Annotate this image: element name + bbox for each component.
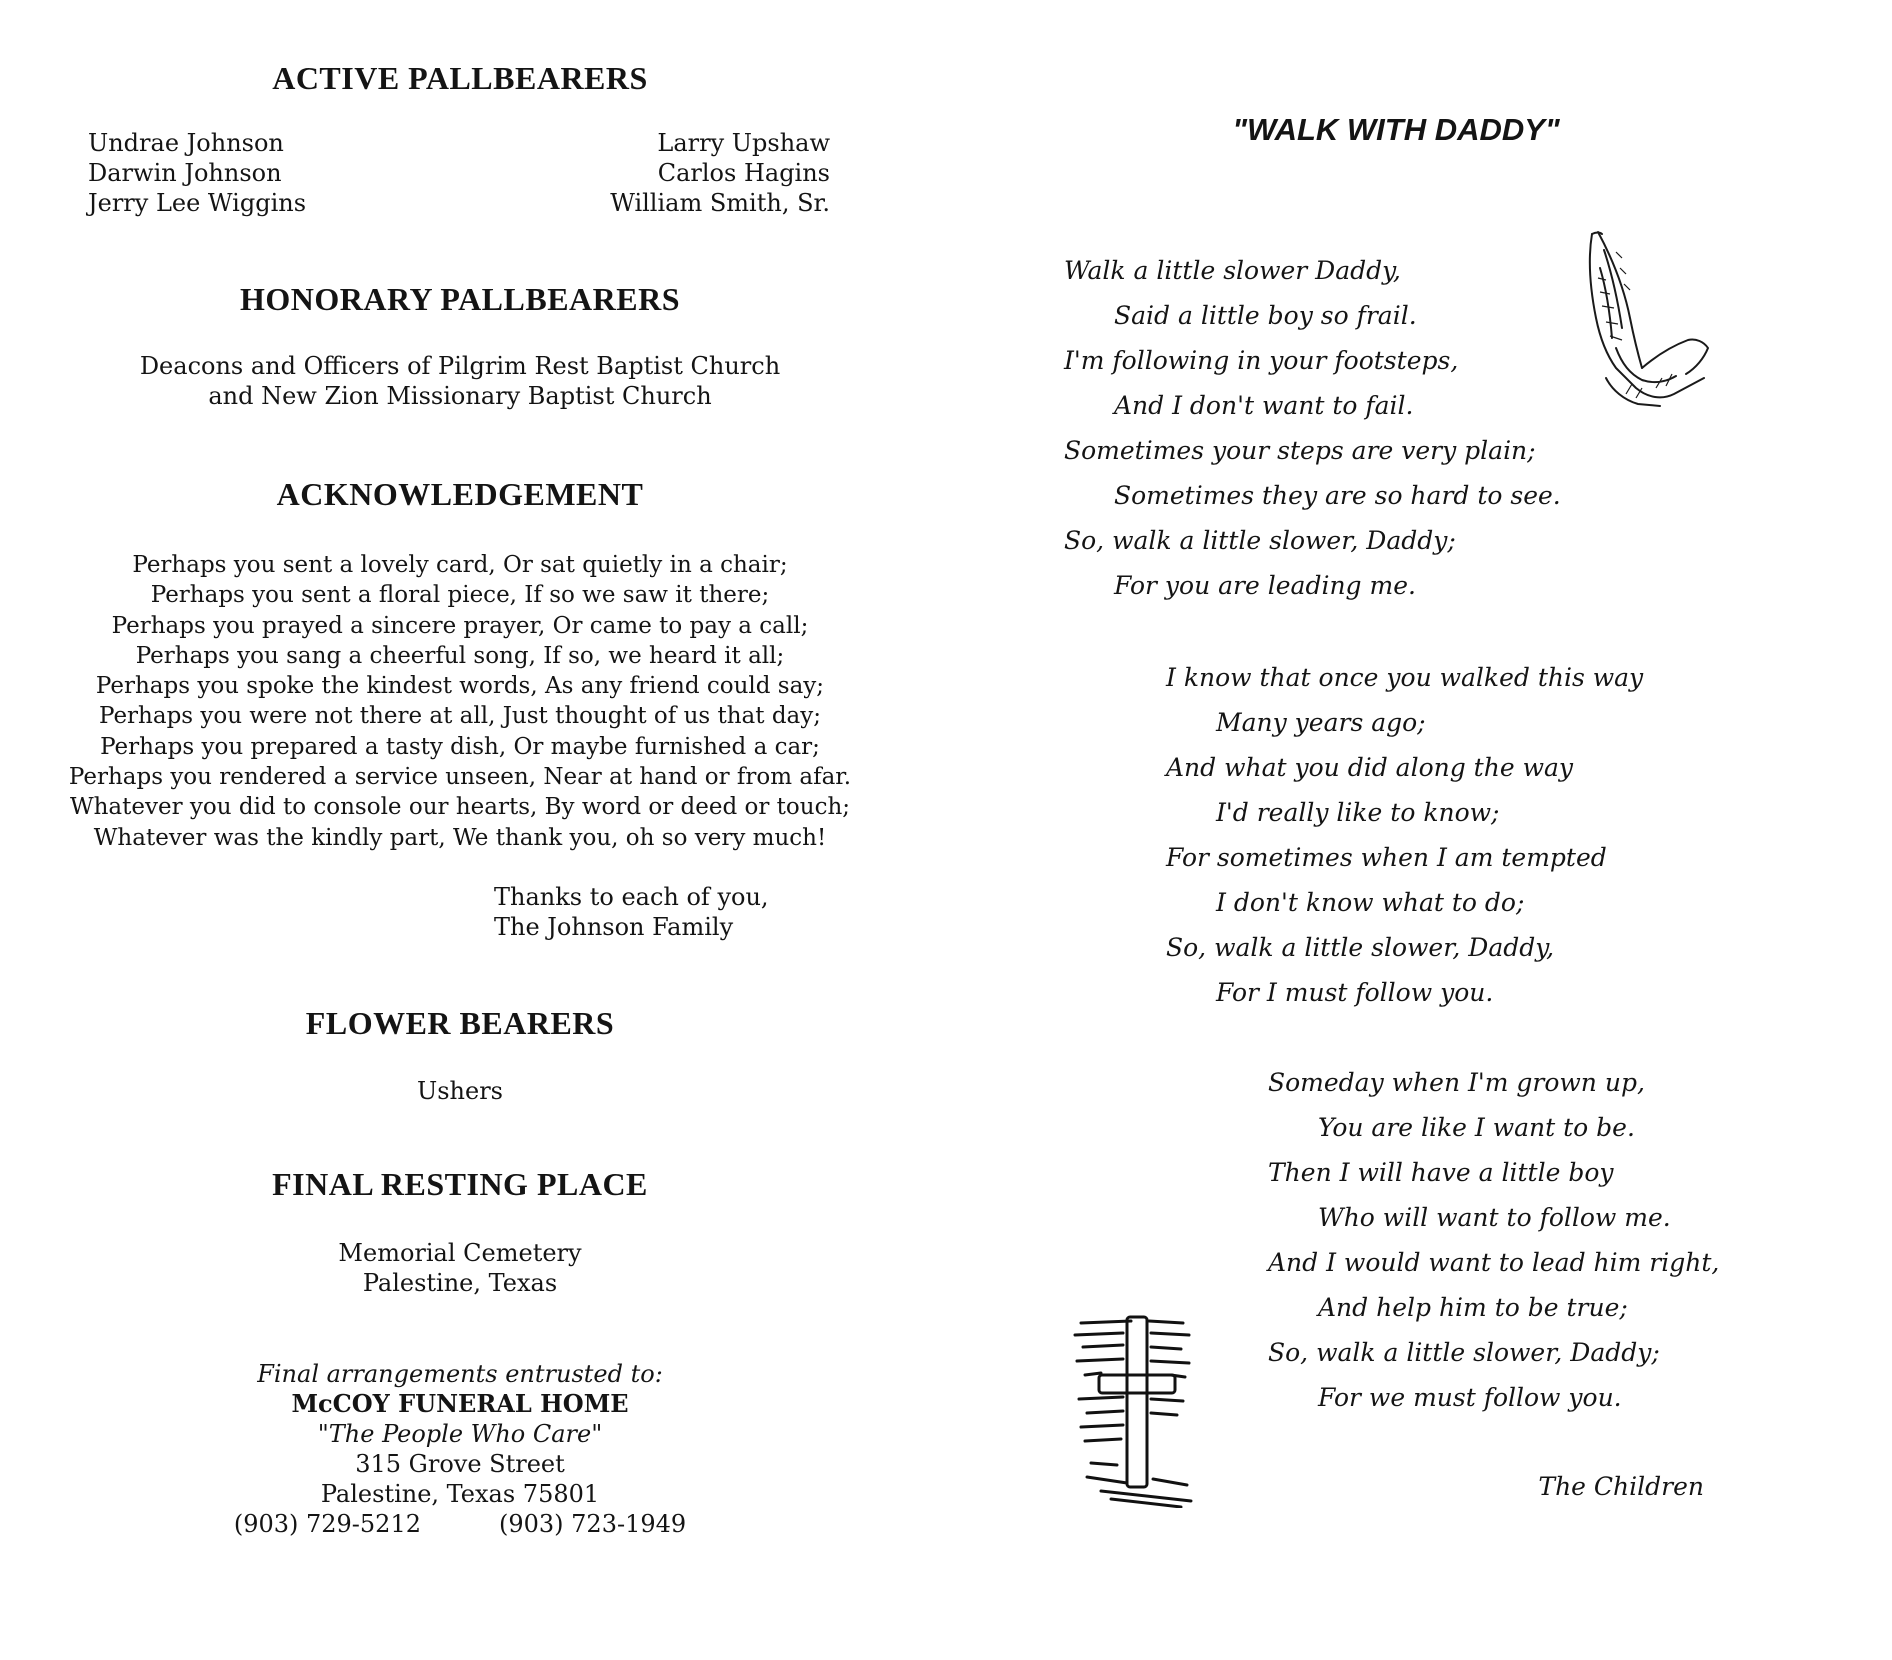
poem-line: For you are leading me. bbox=[1114, 571, 1416, 600]
poem-line: So, walk a little slower, Daddy; bbox=[1064, 526, 1456, 555]
ack-line: Perhaps you were not there at all, Just thought of us that day; bbox=[99, 703, 821, 730]
poem-line: And I don't want to fail. bbox=[1114, 391, 1414, 420]
cross-icon bbox=[1071, 1313, 1201, 1508]
poem-line: And I would want to lead him right, bbox=[1268, 1248, 1720, 1277]
poem-stanza-1 bbox=[1064, 248, 1561, 608]
final-resting-place-text bbox=[60, 1238, 860, 1298]
honorary-line: Deacons and Officers of Pilgrim Rest Baptist Church bbox=[139, 352, 781, 380]
poem-line: So, walk a little slower, Daddy; bbox=[1268, 1338, 1660, 1367]
poem-line: I don't know what to do; bbox=[1216, 888, 1525, 917]
ack-line: Perhaps you prayed a sincere prayer, Or came to pay a call; bbox=[111, 612, 809, 639]
ack-line: Perhaps you sent a lovely card, Or sat quietly in a chair; bbox=[132, 552, 788, 578]
right-page bbox=[946, 0, 1892, 1660]
poem-line: For we must follow you. bbox=[1318, 1383, 1622, 1412]
pallbearer-name: Jerry Lee Wiggins bbox=[88, 189, 307, 217]
pallbearer-name: William Smith, Sr. bbox=[610, 189, 830, 217]
thanks-line: The Johnson Family bbox=[494, 913, 734, 941]
ack-line: Perhaps you prepared a tasty dish, Or maybe furnished a car; bbox=[100, 733, 820, 760]
poem-line: So, walk a little slower, Daddy, bbox=[1166, 933, 1555, 962]
poem-line: Walk a little slower Daddy, bbox=[1064, 256, 1401, 285]
poem-title: "WALK WITH DADDY" bbox=[1232, 112, 1560, 147]
poem-line: I'm following in your footsteps, bbox=[1064, 346, 1459, 375]
flower-bearers-heading: FLOWER BEARERS bbox=[305, 1005, 615, 1041]
active-pallbearers-col1 bbox=[88, 128, 388, 218]
pallbearer-name: Darwin Johnson bbox=[88, 159, 282, 187]
poem-stanza-3 bbox=[1268, 1060, 1719, 1420]
funeral-home-city: Palestine, Texas 75801 bbox=[320, 1480, 600, 1508]
flower-bearers-text: Ushers bbox=[417, 1077, 503, 1105]
honorary-pallbearers-text bbox=[60, 351, 860, 411]
acknowledgement-thanks bbox=[494, 882, 854, 942]
phone-number: (903) 723-1949 bbox=[499, 1510, 687, 1538]
pallbearer-name: Undrae Johnson bbox=[88, 129, 284, 157]
poem-line: Said a little boy so frail. bbox=[1114, 301, 1417, 330]
ack-line: Perhaps you rendered a service unseen, Near at hand or from afar. bbox=[68, 764, 852, 791]
ack-line: Perhaps you sent a floral piece, If so we saw it there; bbox=[150, 582, 770, 609]
honorary-pallbearers-heading: HONORARY PALLBEARERS bbox=[239, 281, 681, 317]
phone-number: (903) 729-5212 bbox=[233, 1510, 421, 1538]
ack-line: Perhaps you sang a cheerful song, If so, we heard it all; bbox=[135, 642, 785, 669]
active-pallbearers-col2 bbox=[530, 128, 830, 218]
acknowledgement-heading: ACKNOWLEDGEMENT bbox=[276, 476, 644, 512]
final-resting-place-heading: FINAL RESTING PLACE bbox=[272, 1166, 648, 1202]
poem-line: Then I will have a little boy bbox=[1268, 1158, 1614, 1187]
poem-line: Who will want to follow me. bbox=[1318, 1203, 1671, 1232]
honorary-line: and New Zion Missionary Baptist Church bbox=[208, 382, 712, 410]
pallbearer-name: Larry Upshaw bbox=[657, 129, 830, 157]
ack-line: Perhaps you spoke the kindest words, As any friend could say; bbox=[95, 673, 825, 700]
poem-stanza-2 bbox=[1166, 655, 1643, 1015]
ack-line: Whatever you did to console our hearts, By word or deed or touch; bbox=[69, 794, 851, 821]
thanks-line: Thanks to each of you, bbox=[494, 883, 769, 911]
poem-line: Many years ago; bbox=[1216, 708, 1426, 737]
active-pallbearers-heading: ACTIVE PALLBEARERS bbox=[272, 60, 648, 96]
poem-line: Someday when I'm grown up, bbox=[1268, 1068, 1645, 1097]
poem-line: I'd really like to know; bbox=[1216, 798, 1500, 827]
poem-line: I know that once you walked this way bbox=[1166, 663, 1644, 692]
poem-line: Sometimes they are so hard to see. bbox=[1114, 481, 1561, 510]
praying-hands-icon bbox=[1576, 228, 1711, 408]
acknowledgement-poem bbox=[60, 550, 860, 853]
poem-line: For I must follow you. bbox=[1216, 978, 1494, 1007]
funeral-home-name: McCOY FUNERAL HOME bbox=[291, 1389, 629, 1418]
arrangements-intro: Final arrangements entrusted to: bbox=[257, 1360, 663, 1388]
resting-line: Palestine, Texas bbox=[362, 1269, 558, 1297]
poem-line: For sometimes when I am tempted bbox=[1166, 843, 1607, 872]
poem-line: And help him to be true; bbox=[1318, 1293, 1628, 1322]
pallbearer-name: Carlos Hagins bbox=[657, 159, 830, 187]
funeral-home-info bbox=[60, 1359, 860, 1539]
ack-line: Whatever was the kindly part, We thank you, oh so very much! bbox=[93, 824, 827, 851]
funeral-home-motto: "The People Who Care" bbox=[317, 1420, 603, 1448]
resting-line: Memorial Cemetery bbox=[338, 1239, 582, 1267]
poem-signature: The Children bbox=[1538, 1472, 1704, 1501]
poem-line: Sometimes your steps are very plain; bbox=[1064, 436, 1536, 465]
funeral-home-phones bbox=[60, 1509, 860, 1539]
poem-line: You are like I want to be. bbox=[1318, 1113, 1635, 1142]
funeral-home-street: 315 Grove Street bbox=[355, 1450, 565, 1478]
poem-line: And what you did along the way bbox=[1166, 753, 1573, 782]
